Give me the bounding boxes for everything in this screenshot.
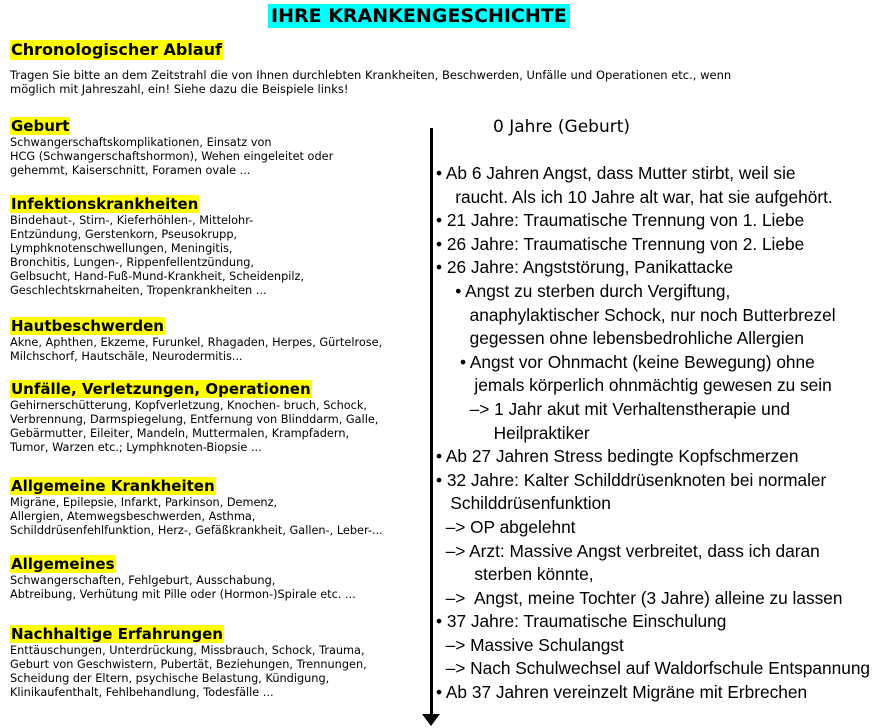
timeline-line: jemals körperlich ohnmächtig gewesen zu sein [436, 375, 832, 396]
intro-line: möglich mit Jahreszahl, ein! Siehe dazu die Beispiele links! [10, 82, 349, 96]
timeline-line: –> 1 Jahr akut mit Verhaltenstherapie und [436, 398, 790, 419]
section-line: Bindehaut-, Stirn-, Kieferhöhlen-, Mittelohr- [10, 214, 254, 227]
section-allgemeine-krankheiten [10, 476, 383, 538]
section-line: Gebärmutter, Eileiter, Mandeln, Muttermalen, Krampfadern, [10, 427, 350, 440]
section-heading: Nachhaltige Erfahrungen [11, 625, 223, 643]
section-line: Lymphknotenschwellungen, Meningitis, [10, 242, 233, 255]
section-heading: Geburt [11, 117, 70, 135]
timeline-line: • Angst vor Ohnmacht (keine Bewegung) ohne [436, 351, 815, 372]
section-heading: Allgemeine Krankheiten [11, 477, 215, 495]
section-line: Gehirnerschütterung, Kopfverletzung, Knochen- bruch, Schock, [10, 399, 368, 412]
intro-line: Tragen Sie bitte an dem Zeitstrahl die von Ihnen durchlebten Krankheiten, Beschwerden, Unfälle und Operationen etc., wenn [10, 68, 732, 82]
section-line: Scheidung der Eltern, psychische Belastung, Kündigung, [10, 672, 330, 685]
timeline-line: raucht. Als ich 10 Jahre alt war, hat sie aufgehört. [436, 186, 833, 207]
timeline-line: anaphylaktischer Schock, nur noch Butterbrezel [436, 304, 836, 325]
timeline-line: • 26 Jahre: Angststörung, Panikattacke [436, 257, 734, 278]
section-line: Bronchitis, Lungen-, Rippenfellentzündung, [10, 256, 255, 269]
section-heading: Unfälle, Verletzungen, Operationen [11, 380, 311, 398]
section-line: Gelbsucht, Hand-Fuß-Mund-Krankheit, Scheidenpilz, [10, 270, 305, 283]
timeline-line: • Angst zu sterben durch Vergiftung, [436, 280, 731, 301]
arrow-down-icon [422, 714, 440, 726]
section-line: Entzündung, Gerstenkorn, Pseusokrupp, [10, 228, 238, 241]
timeline-line: –> Massive Schulangst [436, 634, 624, 655]
section-line: HCG (Schwangerschaftshormon), Wehen eingeleitet oder [10, 150, 334, 163]
section-line: Schilddrüsenfehlfunktion, Herz-, Gefäßkrankheit, Gallen-, Leber-... [10, 524, 383, 537]
section-line: Milchschorf, Hautschäle, Neurodermitis... [10, 350, 243, 363]
section-geburt [10, 116, 333, 178]
section-line: gehemmt, Kaiserschnitt, Foramen ovale ... [10, 164, 251, 177]
section-hautbeschwerden [10, 316, 382, 364]
timeline-line: • 26 Jahre: Traumatische Trennung von 2. Liebe [436, 233, 805, 254]
section-heading: Infektionskrankheiten [11, 195, 199, 213]
section-nachhaltige-erfahrungen [10, 624, 367, 700]
section-line: Enttäuschungen, Unterdrückung, Missbrauch, Schock, Trauma, [10, 644, 365, 657]
timeline-line: • 21 Jahre: Traumatische Trennung von 1. Liebe [436, 210, 805, 231]
section-line: Akne, Aphthen, Ekzeme, Furunkel, Rhagaden, Herpes, Gürtelrose, [10, 336, 383, 349]
chronology-heading: Chronologischer Ablauf [11, 40, 222, 59]
section-line: Geschlechtskrnaheiten, Tropenkrankheiten ... [10, 284, 267, 297]
chronology-intro [10, 68, 790, 96]
timeline-line: –> Arzt: Massive Angst verbreitet, dass ich daran [436, 540, 820, 561]
timeline-line: • Ab 6 Jahren Angst, dass Mutter stirbt, weil sie [436, 163, 796, 183]
section-unfaelle [10, 379, 378, 455]
timeline-birth-label: 0 Jahre (Geburt) [493, 117, 631, 137]
timeline-line: gegessen ohne lebensbedrohliche Allergien [436, 328, 804, 349]
timeline-line: • Ab 37 Jahren vereinzelt Migräne mit Erbrechen [436, 682, 808, 703]
section-heading: Hautbeschwerden [11, 317, 164, 335]
section-line: Allergien, Atemwegsbeschwerden, Asthma, [10, 510, 256, 523]
section-line: Abtreibung, Verhütung mit Pille oder (Hormon-)Spirale etc. ... [10, 588, 356, 601]
section-line: Schwangerschaftskomplikationen, Einsatz von [10, 136, 272, 149]
timeline-axis [430, 128, 433, 716]
timeline-line: Heilpraktiker [436, 422, 590, 443]
section-line: Verbrennung, Darmspiegelung, Entfernung von Blinddarm, Galle, [10, 413, 379, 426]
timeline-entries[interactable] [436, 162, 870, 705]
timeline-line: • 37 Jahre: Traumatische Einschulung [436, 611, 727, 632]
timeline-line: Schilddrüsenfunktion [436, 493, 611, 514]
timeline-line: –> Nach Schulwechsel auf Waldorfschule Entspannung [436, 658, 871, 679]
timeline-line: • Ab 27 Jahren Stress bedingte Kopfschmerzen [436, 446, 799, 467]
section-heading: Allgemeines [11, 555, 115, 573]
section-line: Migräne, Epilepsie, Infarkt, Parkinson, Demenz, [10, 496, 278, 509]
section-line: Geburt von Geschwistern, Pubertät, Beziehungen, Trennungen, [10, 658, 367, 671]
timeline-line: • 32 Jahre: Kalter Schilddrüsenknoten bei normaler [436, 469, 827, 490]
section-allgemeines [10, 554, 356, 602]
timeline-line: sterben könnte, [436, 564, 594, 585]
section-line: Tumor, Warzen etc.; Lymphknoten-Biopsie ... [10, 441, 262, 454]
section-infektionskrankheiten [10, 194, 304, 298]
timeline-line: –> OP abgelehnt [436, 516, 576, 537]
page-title: IHRE KRANKENGESCHICHTE [268, 4, 570, 28]
section-line: Klinikaufenthalt, Fehlbehandlung, Todesfälle ... [10, 686, 274, 699]
section-line: Schwangerschaften, Fehlgeburt, Ausschabung, [10, 574, 276, 587]
timeline-line: –> Angst, meine Tochter (3 Jahre) alleine zu lassen [436, 587, 843, 608]
